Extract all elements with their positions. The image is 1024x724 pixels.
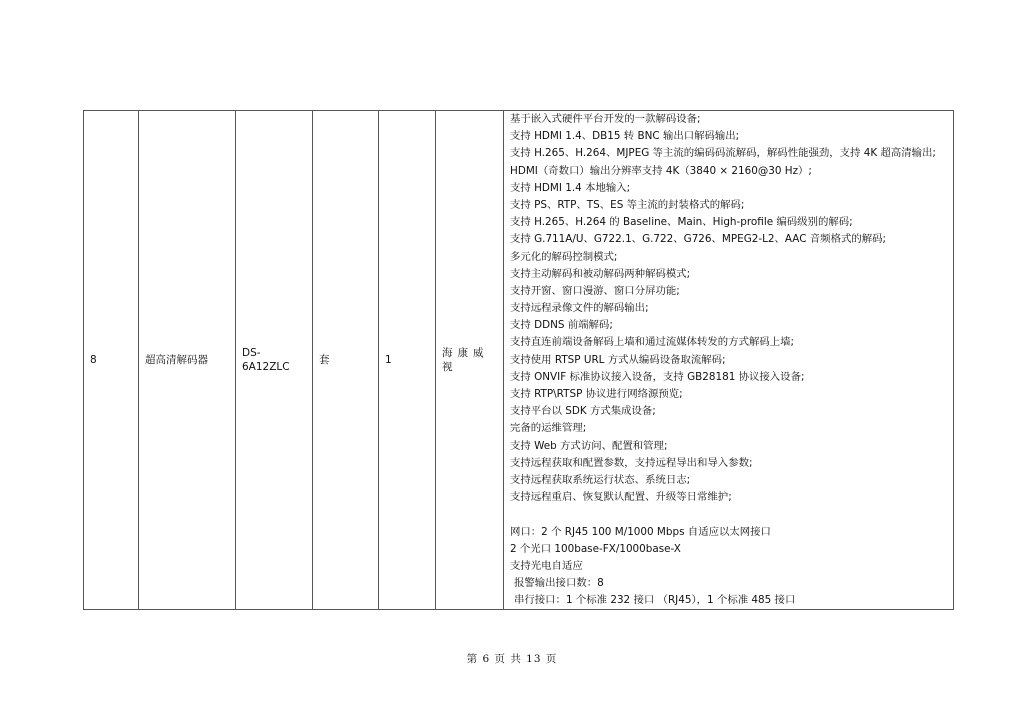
spec-line: 支持 H.265、H.264 的 Baseline、Main、High-profile 编码级别的解码; <box>510 216 853 229</box>
spec-line: 支持 G.711A/U、G722.1、G.722、G726、MPEG2-L2、AAC 音频格式的解码; <box>510 233 887 246</box>
spec-line: 报警输出接口数：8 <box>514 577 604 590</box>
spec-line: 支持平台以 SDK 方式集成设备; <box>510 405 656 418</box>
spec-line: 支持 ONVIF 标准协议接入设备，支持 GB28181 协议接入设备; <box>510 370 805 383</box>
spec-line: 支持远程获取系统运行状态、系统日志; <box>510 473 691 486</box>
item-name: 超高清解码器 <box>139 111 236 610</box>
spec-line: 支持使用 RTSP URL 方式从编码设备取流解码; <box>510 353 726 366</box>
page-footer: 第 6 页 共 13 页 <box>466 653 558 665</box>
spec-line: 支持远程录像文件的解码输出; <box>510 302 649 315</box>
spec-line: 支持 HDMI 1.4 本地输入; <box>510 181 631 194</box>
equipment-spec-table <box>83 110 954 610</box>
spec-line: 支持光电自适应 <box>510 559 583 572</box>
spec-line: 支持 H.265、H.264、MJPEG 等主流的编码码流解码，解码性能强劲，支持 4K 超高清输出; <box>510 147 936 160</box>
spec-line: 支持 PS、RTP、TS、ES 等主流的封装格式的解码; <box>510 198 745 211</box>
spec-line-list <box>510 111 947 609</box>
spec-line: 2 个光口 100base-FX/1000base-X <box>510 542 681 555</box>
item-quantity: 1 <box>379 111 436 610</box>
spec-line: 基于嵌入式硬件平台开发的一款解码设备; <box>510 113 701 125</box>
spec-line: 串行接口：1 个标准 232 接口 （RJ45），1 个标准 485 接口 <box>514 594 796 607</box>
spec-line: 支持开窗、窗口漫游、窗口分屏功能; <box>510 284 680 297</box>
spec-line: 支持 Web 方式访问、配置和管理; <box>510 439 668 452</box>
item-model: DS-6A12ZLC <box>236 111 313 610</box>
item-specification <box>504 111 954 610</box>
spec-line: 网口：2 个 RJ45 100 M/1000 Mbps 自适应以太网接口 <box>510 525 771 538</box>
spec-line: 支持远程重启、恢复默认配置、升级等日常维护; <box>510 491 732 504</box>
spec-line: 支持 HDMI 1.4、DB15 转 BNC 输出口解码输出; <box>510 130 740 143</box>
spec-line: 支持 RTP\RTSP 协议进行网络源预览; <box>510 388 683 400</box>
spec-line: HDMI（奇数口）输出分辨率支持 4K（3840 × 2160@30 Hz）; <box>510 164 812 177</box>
item-number: 8 <box>84 111 139 610</box>
spec-line <box>510 506 947 523</box>
spec-line: 支持 DDNS 前端解码; <box>510 319 613 332</box>
item-unit: 套 <box>313 111 379 610</box>
spec-line: 支持直连前端设备解码上墙和通过流媒体转发的方式解码上墙; <box>510 336 795 349</box>
spec-line: 多元化的解码控制模式; <box>510 250 618 263</box>
spec-line: 支持远程获取和配置参数，支持远程导出和导入参数; <box>510 456 753 469</box>
spec-line: 完备的运维管理; <box>510 422 587 435</box>
table-row <box>84 111 954 610</box>
item-brand: 海康威视 <box>436 111 504 610</box>
spec-line: 支持主动解码和被动解码两种解码模式; <box>510 267 691 280</box>
